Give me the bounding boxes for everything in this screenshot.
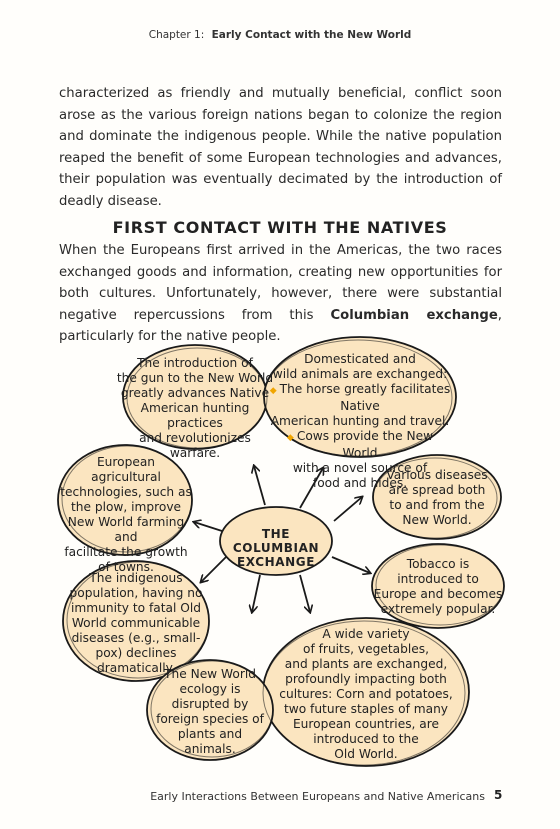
arrow-to-agriculture (194, 522, 222, 531)
arrow-to-diseases (334, 497, 362, 521)
columbian-exchange-term: Columbian exchange (330, 307, 498, 323)
bubble-crops-text: A wide variety of fruits, vegetables, and plants are exchanged, profoundly impacting both cultures: Corn and potatoes, two future staples of many European countries, are introduced to the Old World. (279, 627, 453, 761)
bubble-diseases-text: Various diseases are spread both to and from the New World. (386, 468, 488, 527)
arrow-to-crops (300, 575, 310, 612)
bubble-ecology-text: The New World ecology is disrupted by foreign species of plants and animals. (156, 667, 264, 756)
chapter-title: Early Contact with the New World (211, 29, 412, 41)
section-heading: FIRST CONTACT WITH THE NATIVES (112, 218, 448, 237)
bubble-immunity-text: The indigenous population, having no immunity to fatal Old World communicable diseases (e.g., small- pox) declines dramatically. (69, 571, 203, 675)
bullet-icon: ◆ (286, 433, 294, 443)
bubble-gun-text: The introduction of the gun to the New World greatly advances Native American hunting practices and revolutionizes warfare. (116, 356, 274, 460)
chapter-label: Chapter 1: (148, 29, 205, 41)
arrow-to-tobacco (332, 557, 370, 573)
arrow-to-gun (254, 466, 265, 505)
body-paragraph-end: , particularly for the native people. (59, 307, 502, 344)
page-number: 5 (494, 788, 503, 802)
bubble-animals-text: Domesticated and wild animals are exchanged: ◆ The horse greatly facilitates Native American hunting and travel. ◆ Cows provide the New World with a novel source of food and hides. (269, 352, 451, 490)
center-label: THE COLUMBIAN EXCHANGE (232, 527, 320, 569)
bubble-agriculture-text: European agricultural technologies, such as the plow, improve New World farming and facilitate the growth of towns. (60, 455, 192, 574)
bullet-icon: ◆ (269, 386, 277, 396)
running-footer: Early Interactions Between Europeans and Native Americans (150, 790, 485, 803)
body-paragraph-start: When the Europeans first arrived in the Americas, the two races exchanged goods and information, creating new opportunities for both cultures. Unfortunately, however, there were substantial negative repercussions from this (59, 243, 502, 323)
intro-paragraph: characterized as friendly and mutually beneficial, conflict soon arose as the various foreign nations began to colonize the region and dominate the indigenous people. While the native population reaped the benefit of some European technologies and advances, their population was eventually decimated by the introduction of deadly disease. (59, 86, 502, 209)
arrow-to-ecology (252, 575, 260, 612)
bubble-tobacco-text: Tobacco is introduced to Europe and becomes extremely popular. (373, 557, 503, 616)
running-header (0, 29, 560, 41)
